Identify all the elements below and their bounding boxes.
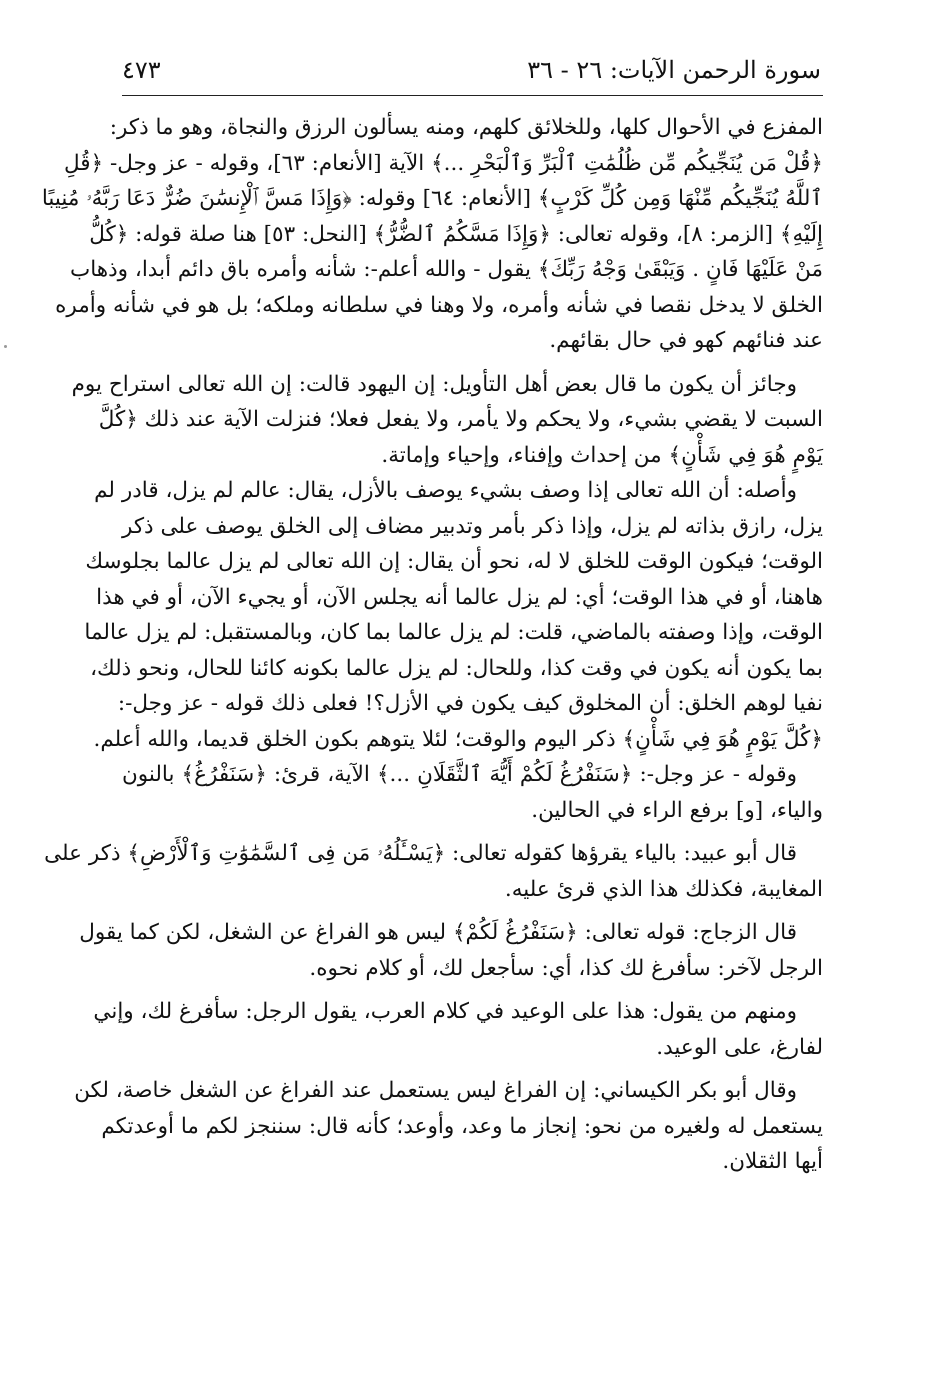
page-body	[41, 110, 823, 1329]
text-line: نفيا لوهم الخلق: أن المخلوق كيف يكون في الأزل؟! فعلى ذلك قوله - عز وجل-:	[117, 691, 823, 716]
margin-dot	[4, 345, 7, 348]
text-line: الخلق لا يدخل نقصا في شأنه وأمره، ولا وهنا في سلطانه وملكه؛ بل هو في شأنه وأمره	[55, 292, 823, 318]
text-line: ﴿قُلْ مَن يُنَجِّيكُم مِّن ظُلُمَٰتِ ٱلْبَرِّ وَٱلْبَحْرِ ...﴾ الآية [الأنعام: ٦٣]، وقوله - عز وجل- ﴿قُلِ	[63, 150, 823, 176]
text-line: هاهنا، أو في هذا الوقت؛ أي: لم يزل عالما أنه يجلس الآن، أو يجيء الآن، أو في هذا	[96, 584, 823, 610]
text-line: يزل، رازق بذاته لم يزل، وإذا ذكر بأمر وتدبير مضاف إلى الخلق يوصف على ذكر	[121, 513, 823, 539]
text-line: عند فنائهم كهو في حال بقائهم.	[549, 328, 823, 353]
text-line: الوقت؛ فيكون الوقت للخلق لا له، نحو أن يقال: إن الله تعالى لم يزل عالما بجلوسك	[85, 549, 823, 574]
text-line: وجائز أن يكون ما قال بعض أهل التأويل: إن اليهود قالت: إن الله تعالى استراح يوم	[71, 371, 797, 397]
text-line: ﴿كُلَّ يَوْمٍ هُوَ فِي شَأْنٍ﴾ ذكر اليوم والوقت؛ لئلا يتوهم بكون الخلق قديما، والله أعلم.	[93, 726, 823, 752]
text-line: بما يكون أنه يكون في وقت كذا، وللحال: لم يزل عالما بكونه كائنا للحال، ونحو ذلك،	[90, 655, 823, 681]
text-line: إِلَيْهِ﴾ [الزمر: ٨]، وقوله تعالى: ﴿وَإِذَا مَسَّكُمُ ٱلضُّرُّ﴾ [النحل: ٥٣] هنا صلة قوله: ﴿كُلُّ	[89, 221, 823, 247]
page-number: ٤٧٣	[122, 56, 161, 84]
text-line: يَوْمٍ هُوَ فِي شَأْنٍ﴾ من إحداث وإفناء، وإحياء وإماتة.	[381, 442, 823, 468]
text-line: ومنهم من يقول: هذا على الوعيد في كلام العرب، يقول الرجل: سأفرغ لك، وإني	[93, 999, 797, 1024]
text-line: الرجل لآخر: سأفرغ لك كذا، أي: سأجعل لك، أو كلام نحوه.	[309, 955, 823, 981]
text-line: والياء، [و] برفع الراء في الحالين.	[531, 797, 823, 823]
text-line: وقال أبو بكر الكيساني: إن الفراغ ليس يستعمل عند الفراغ عن الشغل خاصة، لكن	[74, 1078, 797, 1103]
text-line: وقوله - عز وجل-: ﴿سَنَفْرُغُ لَكُمْ أَيُّهَ ٱلثَّقَلَانِ ...﴾ الآية، قرئ: ﴿سَنَفْرُغُ﴾ بالنون	[122, 762, 797, 787]
text-line: قال الزجاج: قوله تعالى: ﴿سَنَفْرُغُ لَكُمْ﴾ ليس هو الفراغ عن الشغل، لكن كما يقول	[79, 920, 797, 945]
text-line: وأصله: أن الله تعالى إذا وصف بشيء يوصف بالأزل، يقال: عالم لم يزل، قادر لم	[94, 478, 797, 503]
text-line: لفارغ، على الوعيد.	[656, 1034, 823, 1060]
text-line: مَنْ عَلَيْهَا فَانٍ . وَيَبْقَىٰ وَجْهُ رَبِّكَ﴾ يقول - والله أعلم-: شأنه وأمره باق دائم أبدا، وذهاب	[69, 257, 823, 282]
text-line: قال أبو عبيد: بالياء يقرؤها كقوله تعالى: ﴿يَسْـَٔلُهُۥ مَن فِى ٱلسَّمَٰوَٰتِ وَٱلْأَرْضِ﴾ ذكر على	[44, 841, 797, 866]
running-title: سورة الرحمن الآيات: ٢٦ - ٣٦	[527, 56, 821, 84]
text-line: المفزع في الأحوال كلها، وللخلائق كلهم، ومنه يسألون الرزق والنجاة، وهو ما ذكر:	[109, 115, 823, 140]
text-line: الوقت، وإذا وصفته بالماضي، قلت: لم يزل عالما بما كان، وبالمستقبل: لم يزل عالما	[84, 620, 823, 645]
text-line: يستعمل له ولغيره من نحو: إنجاز ما وعد، وأوعد؛ كأنه قال: سننجز لكم ما أوعدتكم	[101, 1113, 823, 1139]
text-line: ٱللَّهُ يُنَجِّيكُم مِّنْهَا وَمِن كُلِّ كَرْبٍ﴾ [الأنعام: ٦٤] وقوله: ﴿وَإِذَا مَسَّ ٱلْإِنسَٰنَ ضُرٌّ دَعَا رَبَّهُۥ مُنِيبًا	[41, 186, 823, 211]
header-rule	[122, 95, 823, 96]
page-header	[122, 50, 821, 90]
text-line: السبت لا يقضي بشيء، ولا يحكم ولا يأمر، ولا يفعل فعلا؛ فنزلت الآية عند ذلك ﴿كُلَّ	[98, 407, 823, 432]
text-line: المغايبة، فكذلك هذا الذي قرئ عليه.	[504, 876, 823, 902]
text-line: أيها الثقلان.	[722, 1149, 823, 1174]
